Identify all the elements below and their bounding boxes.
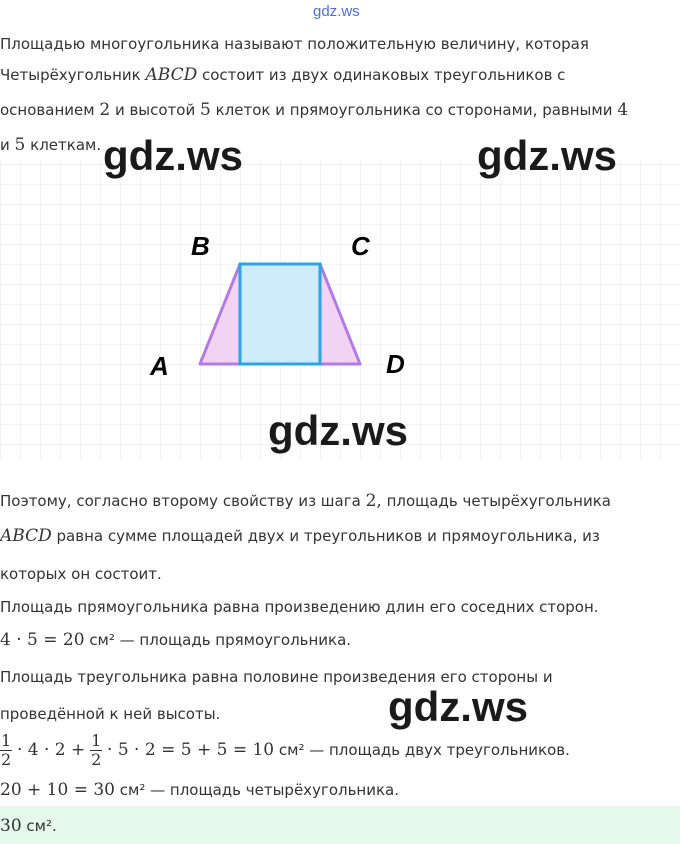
solution-line-1-text-a: Поэтому, согласно второму свойству из шага xyxy=(0,492,361,510)
watermark-large-2: gdz.ws xyxy=(477,132,618,179)
intro-line-4-text-a: и xyxy=(0,136,10,154)
rectangle-area-rule: Площадь прямоугольника равна произведению длин его соседних сторон. xyxy=(0,598,599,616)
total-area-formula: 20 + 10 = 30 xyxy=(0,780,115,800)
fraction-half-2 xyxy=(90,732,102,769)
intro-side-number: 4 xyxy=(617,100,629,120)
intro-quad-name: ABCD xyxy=(145,65,198,85)
watermark-large-1: gdz.ws xyxy=(103,132,244,179)
intro-line-2-text-b: состоит из двух одинаковых треугольников с xyxy=(202,66,566,84)
intro-line-2 xyxy=(0,65,565,85)
intro-line-3-text-a: основанием xyxy=(0,101,95,119)
watermark-large-4: gdz.ws xyxy=(388,683,529,730)
solution-line-1 xyxy=(0,491,611,511)
solution-step-number: 2, xyxy=(365,491,382,511)
fraction-half-1-denominator: 2 xyxy=(1,750,12,769)
rectangle-area-formula: 4 · 5 = 20 xyxy=(0,630,85,650)
intro-side-number-2: 5 xyxy=(14,135,26,155)
watermark-top: gdz.ws xyxy=(313,3,360,20)
intro-line-3-text-b: и высотой xyxy=(114,101,196,119)
rectangle-area-formula-line xyxy=(0,630,351,650)
intro-line-3-text-c: клеток и прямоугольника со сторонами, равными xyxy=(215,101,613,119)
solution-quad-name: ABCD xyxy=(0,526,52,546)
solution-line-1-text-b: площадь четырёхугольника xyxy=(386,492,611,510)
fraction-half-2-numerator: 1 xyxy=(91,731,102,750)
vertex-label-d: D xyxy=(386,349,405,379)
intro-line-3 xyxy=(0,100,628,120)
solution-line-2-text: равна сумме площадей двух и треугольников и прямоугольника, из xyxy=(56,527,600,545)
intro-line-4-text-b: клеткам. xyxy=(30,136,102,154)
answer-box xyxy=(0,806,680,844)
center-rectangle xyxy=(240,264,320,364)
fraction-half-2-denominator: 2 xyxy=(91,750,102,769)
watermark-large-3: gdz.ws xyxy=(268,407,409,454)
vertex-label-a: A xyxy=(150,351,169,381)
intro-line-4 xyxy=(0,135,101,155)
fraction-half-1-numerator: 1 xyxy=(1,731,12,750)
total-area-formula-line xyxy=(0,780,399,800)
intro-line-1: Площадью многоугольника называют положительную величину, которая xyxy=(0,35,589,53)
answer-value: 30 xyxy=(0,816,22,836)
vertex-label-b: B xyxy=(191,231,210,261)
triangles-area-caption: см² — площадь двух треугольников. xyxy=(278,741,570,759)
intro-base-number: 2 xyxy=(99,100,111,120)
solution-line-3: которых он состоит. xyxy=(0,565,162,583)
triangle-area-rule-1: Площадь треугольника равна половине произведения его стороны и xyxy=(0,668,553,686)
vertex-label-c: C xyxy=(351,231,370,261)
fraction-half-1 xyxy=(0,732,12,769)
rectangle-area-caption: см² — площадь прямоугольника. xyxy=(89,631,352,649)
total-area-caption: см² — площадь четырёхугольника. xyxy=(119,781,400,799)
triangles-area-formula-line xyxy=(0,730,570,770)
triangles-formula-part-2: · 5 · 2 = 5 + 5 = 10 xyxy=(107,740,275,760)
triangle-area-rule-2: проведённой к ней высоты. xyxy=(0,705,221,723)
answer-unit: см². xyxy=(26,817,57,835)
answer-line xyxy=(0,816,57,836)
intro-height-number: 5 xyxy=(200,100,211,120)
intro-line-2-text-a: Четырёхугольник xyxy=(0,66,141,84)
solution-line-2 xyxy=(0,526,600,546)
triangles-formula-part-1: · 4 · 2 + xyxy=(16,740,86,760)
